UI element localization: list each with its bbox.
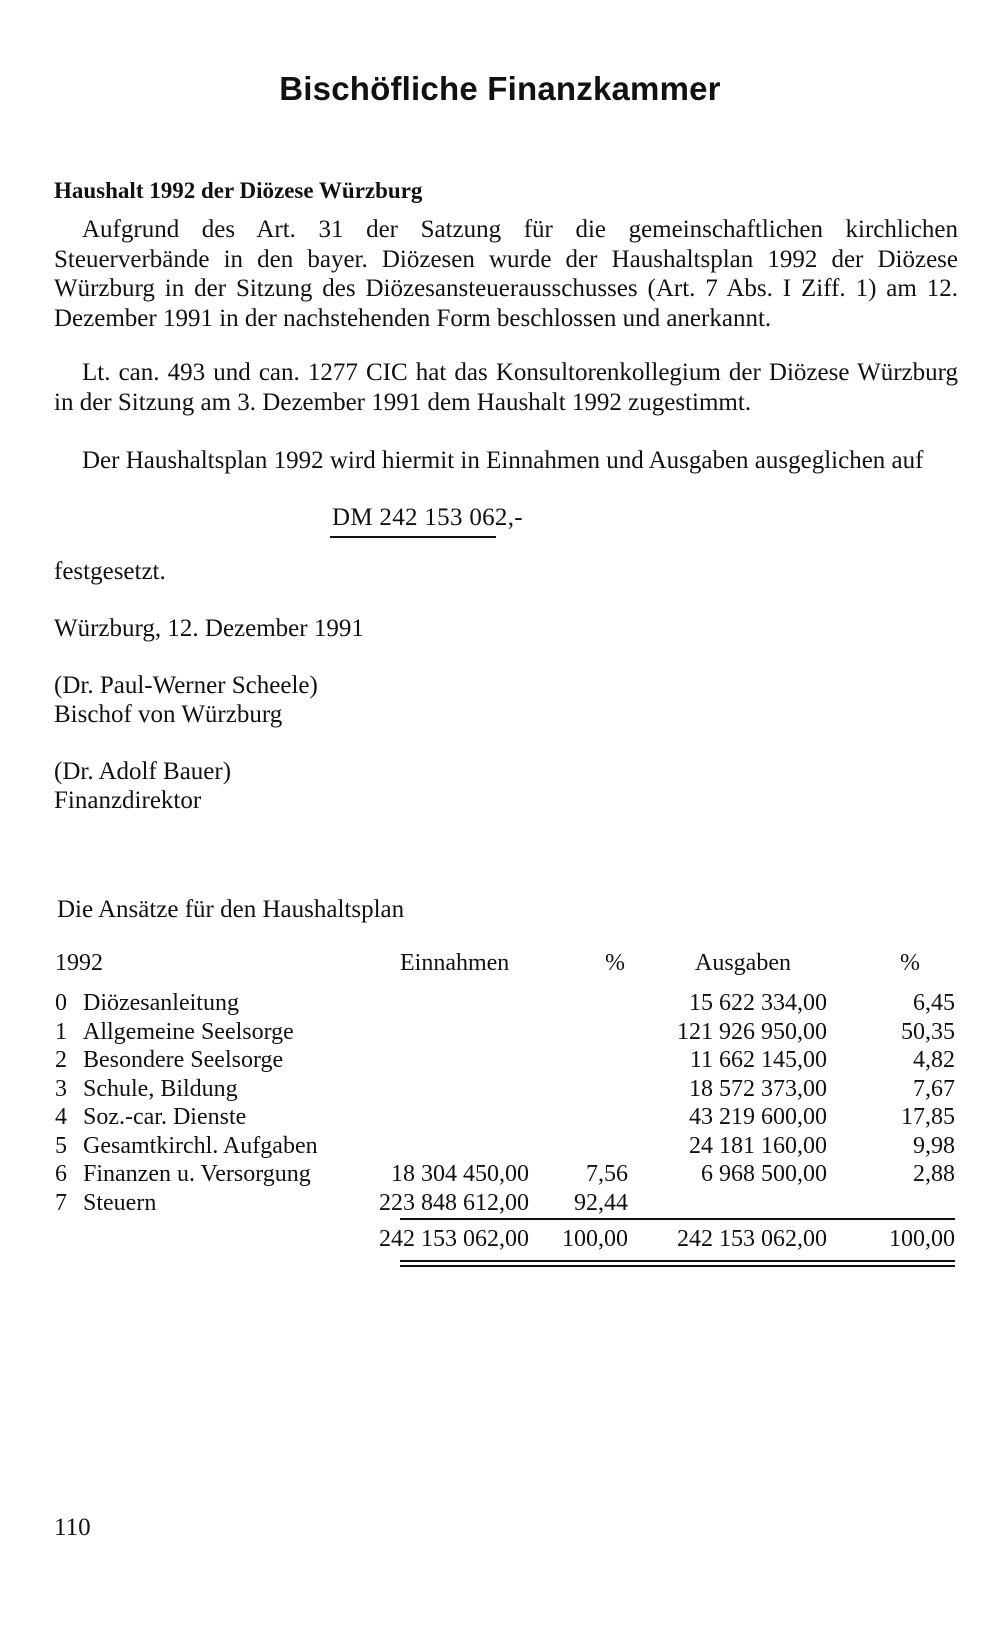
- header-income: Einnahmen: [400, 950, 510, 976]
- header-expenses-pct: %: [900, 950, 920, 976]
- decree-paragraph-1: [54, 215, 958, 333]
- row-expenses: 18 572 373,00: [689, 1075, 827, 1102]
- total-rule-top: [400, 1218, 955, 1220]
- balanced-amount: DM 242 153 062,-: [332, 504, 523, 531]
- table-row: [55, 1019, 955, 1048]
- row-expenses-pct: 17,85: [901, 1104, 955, 1130]
- row-name: Allgemeine Seelsorge: [83, 1018, 294, 1045]
- closing-text: festgesetzt.: [54, 558, 166, 585]
- paragraph-text: Der Haushaltsplan 1992 wird hiermit in Einnahmen und Ausgaben ausgeglichen auf: [82, 447, 924, 474]
- header-year: 1992: [55, 950, 103, 976]
- row-expenses-pct: 6,45: [913, 990, 955, 1016]
- row-code: 1: [55, 1018, 67, 1045]
- budget-caption: Die Ansätze für den Haushaltsplan: [57, 896, 405, 923]
- total-income-pct: 100,00: [562, 1226, 628, 1252]
- table-header-row: [55, 950, 955, 990]
- row-name: Diözesanleitung: [83, 990, 239, 1016]
- row-income: 18 304 450,00: [391, 1161, 529, 1187]
- signatory-2-title: Finanzdirektor: [54, 787, 202, 814]
- row-code: 5: [55, 1132, 67, 1159]
- decree-paragraph-2: [54, 358, 958, 417]
- header-income-pct: %: [605, 950, 625, 976]
- row-expenses: 11 662 145,00: [689, 1047, 827, 1073]
- row-expenses: 121 926 950,00: [677, 1018, 827, 1045]
- budget-table: [55, 950, 955, 1255]
- row-code: 6: [55, 1161, 67, 1187]
- place-date: Würzburg, 12. Dezember 1991: [54, 615, 364, 642]
- row-code: 4: [55, 1104, 67, 1130]
- paragraph-text: Lt. can. 493 und can. 1277 CIC hat das Konsultorenkollegium der Diözese Würzburg in der Sitzung am 3. Dezember 1991 dem Haushalt 1992 zugestimmt.: [54, 359, 958, 416]
- row-expenses-pct: 9,98: [913, 1132, 955, 1159]
- row-name: Finanzen u. Versorgung: [83, 1161, 311, 1187]
- page-number: 110: [54, 1514, 91, 1541]
- page-title: Bischöfliche Finanzkammer: [279, 70, 721, 107]
- table-row: [55, 1133, 955, 1162]
- signatory-1-title: Bischof von Würzburg: [54, 701, 283, 728]
- row-code: 7: [55, 1189, 67, 1216]
- row-name: Besondere Seelsorge: [83, 1047, 284, 1073]
- total-expenses: 242 153 062,00: [677, 1226, 827, 1252]
- row-income: 223 848 612,00: [379, 1189, 529, 1216]
- row-income-pct: 7,56: [586, 1161, 628, 1187]
- row-expenses-pct: 50,35: [901, 1018, 955, 1045]
- table-row: [55, 1076, 955, 1105]
- row-expenses: 24 181 160,00: [689, 1132, 827, 1159]
- row-code: 2: [55, 1047, 67, 1073]
- row-expenses: 6 968 500,00: [701, 1161, 827, 1187]
- row-name: Gesamtkirchl. Aufgaben: [83, 1132, 318, 1159]
- row-name: Schule, Bildung: [83, 1075, 238, 1102]
- total-rule-double-1: [400, 1260, 955, 1262]
- row-income-pct: 92,44: [574, 1189, 628, 1216]
- row-name: Soz.-car. Dienste: [83, 1104, 247, 1130]
- table-total-row: [55, 1226, 955, 1255]
- row-expenses: 43 219 600,00: [689, 1104, 827, 1130]
- table-row: [55, 1104, 955, 1133]
- section-heading: Haushalt 1992 der Diözese Würzburg: [54, 178, 423, 203]
- row-code: 0: [55, 990, 67, 1016]
- table-row: [55, 990, 955, 1019]
- total-expenses-pct: 100,00: [889, 1226, 955, 1252]
- total-income: 242 153 062,00: [379, 1226, 529, 1252]
- table-row: [55, 1190, 955, 1219]
- amount-underline: [330, 536, 496, 538]
- signatory-2-name: (Dr. Adolf Bauer): [54, 758, 232, 785]
- table-row: [55, 1161, 955, 1190]
- row-expenses-pct: 4,82: [913, 1047, 955, 1073]
- signatory-1-name: (Dr. Paul-Werner Scheele): [54, 672, 318, 699]
- total-rule-double-2: [400, 1265, 955, 1267]
- row-expenses: 15 622 334,00: [689, 990, 827, 1016]
- row-expenses-pct: 2,88: [913, 1161, 955, 1187]
- table-row: [55, 1047, 955, 1076]
- decree-paragraph-3: [54, 446, 958, 476]
- header-expenses: Ausgaben: [695, 950, 791, 976]
- paragraph-text: Aufgrund des Art. 31 der Satzung für die gemeinschaftlichen kirchlichen Steuerverbände in den bayer. Diözesen wurde der Haushaltsplan 1992 der Diözese Würzburg in der Sitzung des Diözesansteuerausschusses (Art. 7 Abs. I Ziff. 1) am 12. Dezember 1991 in der nachstehenden Form beschlossen und anerkannt.: [54, 216, 958, 332]
- row-code: 3: [55, 1075, 67, 1102]
- row-name: Steuern: [83, 1189, 157, 1216]
- row-expenses-pct: 7,67: [913, 1075, 955, 1102]
